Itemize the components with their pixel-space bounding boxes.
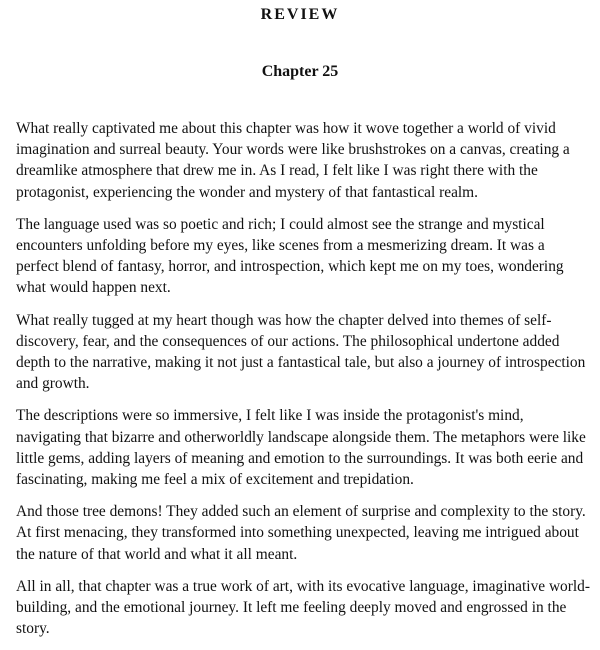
review-body — [16, 118, 590, 650]
chapter-heading: Chapter 25 — [261, 63, 339, 80]
paragraph: What really tugged at my heart though was how the chapter delved into themes of self-discovery, fear, and the consequences of our actions. The philosophical undertone added depth to the narrative, making it not just a fantastical tale, but also a journey of introspection and growth. — [16, 311, 586, 393]
page-title: REVIEW — [260, 6, 340, 23]
paragraph: What really captivated me about this chapter was how it wove together a world of vivid imagination and surreal beauty. Your words were like brushstrokes on a canvas, creating a dreamlike atmosphere that drew me in. As I read, I felt like I was right there with the protagonist, experiencing the wonder and mystery of that fantastical realm. — [16, 120, 570, 201]
paragraph: And those tree demons! They added such an element of surprise and complexity to the story. At first menacing, they transformed into something unexpected, leaving me intrigued about the nature of that world and what it all meant. — [16, 503, 586, 563]
paragraph: The descriptions were so immersive, I felt like I was inside the protagonist's mind, navigating that bizarre and otherworldly landscape alongside them. The metaphors were like little gems, adding layers of meaning and emotion to the surroundings. It was both eerie and fascinating, making me feel a mix of excitement and trepidation. — [16, 407, 586, 489]
paragraph: All in all, that chapter was a true work of art, with its evocative language, imaginative world-building, and the emotional journey. It left me feeling deeply moved and engrossed in the story. — [16, 577, 590, 638]
paragraph: The language used was so poetic and rich; I could almost see the strange and mystical encounters unfolding before my eyes, like scenes from a mesmerizing dream. It was a perfect blend of fantasy, horror, and introspection, which kept me on my toes, wondering what would happen next. — [16, 215, 564, 297]
